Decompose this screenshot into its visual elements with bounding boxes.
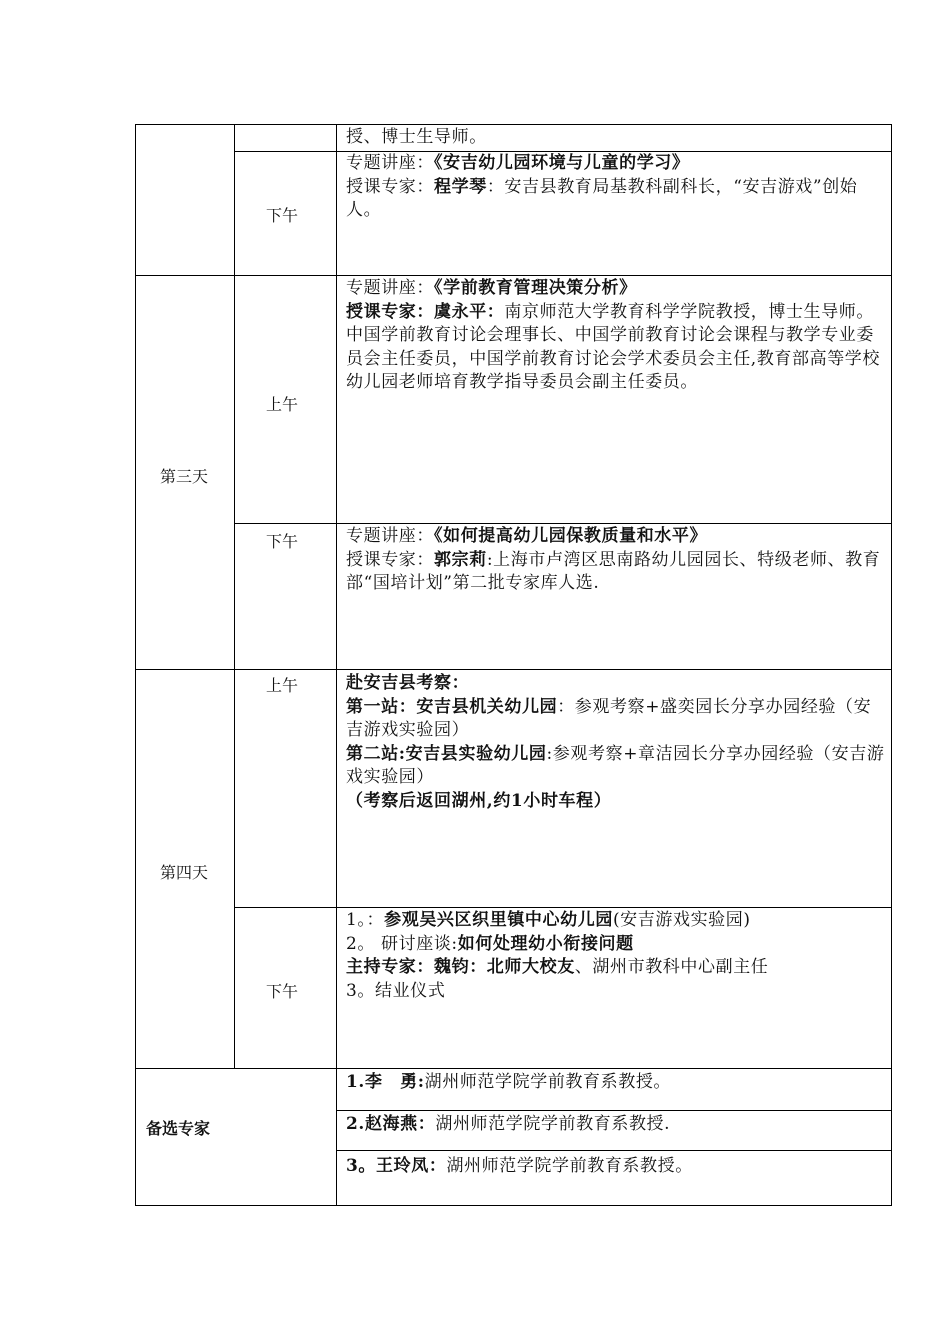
topic-title: 《如何提高幼儿园保教质量和水平》: [434, 526, 708, 546]
topic-title: 《学前教育管理决策分析》: [434, 278, 637, 298]
return-note: （考察后返回湖州,约1小时车程）: [346, 790, 612, 811]
expert-name: 3。王玲凤：: [346, 1156, 447, 1176]
stop2-name: 第二站:安吉县实验幼儿园: [346, 743, 547, 764]
day3-morning-content: [346, 277, 886, 395]
morning-tail-text: 授、博士生导师。: [346, 127, 487, 147]
lecturer-prefix: 授课专家：: [346, 549, 434, 570]
expert-name: 2.赵海燕：: [346, 1114, 436, 1134]
item3-text: 3。结业仪式: [346, 980, 446, 1001]
topic-prefix: 专题讲座：: [346, 526, 434, 546]
day3-label: 第三天: [160, 467, 209, 486]
day4-afternoon-content: [346, 909, 886, 1003]
day4-morning-content: [346, 672, 886, 813]
lecturer-name: 郭宗莉: [434, 549, 487, 570]
day2-afternoon-content: [346, 152, 886, 223]
stop2-desc: :参观考察+章洁园长分享办园经验（安吉游戏实验园）: [346, 743, 885, 787]
expert-desc: 湖州师范学院学前教育系教授。: [424, 1072, 672, 1092]
day2-morning-tail: [346, 126, 886, 150]
day3-morning-time: 上午: [266, 395, 299, 414]
item1-prefix: 1。：: [346, 910, 385, 930]
stop1-name: 第一站：安吉县机关幼儿园: [346, 696, 558, 717]
host-desc: 、湖州市教科中心副主任: [574, 957, 769, 977]
expert-name: 1.李 勇:: [346, 1072, 425, 1092]
reserve-expert-3: [346, 1155, 886, 1179]
expert-desc: 湖州师范学院学前教育系教授.: [435, 1114, 671, 1134]
lecturer-desc: ：安吉县教育局基教科副科长，“安吉游戏”创始人。: [346, 176, 858, 220]
reserve-experts-label: 备选专家: [146, 1119, 211, 1138]
day2-afternoon-time: 下午: [266, 206, 299, 225]
lecturer-desc: :上海市卢湾区思南路幼儿园园长、特级老师、教育部“国培计划”第二批专家库人选.: [346, 549, 881, 593]
day4-label: 第四天: [160, 863, 209, 882]
item1-suffix: (安吉游戏实验园): [612, 910, 751, 930]
topic-prefix: 专题讲座：: [346, 153, 434, 173]
reserve-expert-2: [346, 1113, 886, 1137]
lecturer-prefix: 授课专家：: [346, 176, 434, 197]
lecturer-name: 程学琴: [434, 176, 487, 197]
item1-title: 参观吴兴区织里镇中心幼儿园: [384, 910, 613, 930]
topic-prefix: 专题讲座：: [346, 278, 434, 298]
expert-desc: 湖州师范学院学前教育系教授。: [446, 1156, 693, 1176]
visit-heading: 赴安吉县考察：: [346, 673, 470, 693]
day4-afternoon-time: 下午: [266, 982, 299, 1001]
lecturer-desc: 南京师范大学教育科学学院教授，博士生导师。中国学前教育讨论会理事长、中国学前教育讨论会课程与教学专业委员会主任委员，中国学前教育讨论会学术委员会主任,教育部高等学校幼儿园老师培育教学指导委员会副主任委员。: [346, 301, 881, 392]
day3-afternoon-content: [346, 525, 886, 596]
host-name: 主持专家：魏钧：北师大校友: [346, 957, 575, 977]
item2-prefix: 2。 研讨座谈:: [346, 933, 458, 954]
topic-title: 《安吉幼儿园环境与儿童的学习》: [434, 153, 690, 173]
day4-morning-time: 上午: [266, 676, 299, 695]
day3-afternoon-time: 下午: [266, 532, 299, 551]
item2-title: 如何处理幼小衔接问题: [457, 933, 634, 954]
reserve-expert-1: [346, 1071, 886, 1095]
stop1-desc: ：参观考察+盛奕园长分享办园经验（安吉游戏实验园）: [346, 696, 872, 740]
lecturer-name: 授课专家：虞永平：: [346, 301, 505, 322]
